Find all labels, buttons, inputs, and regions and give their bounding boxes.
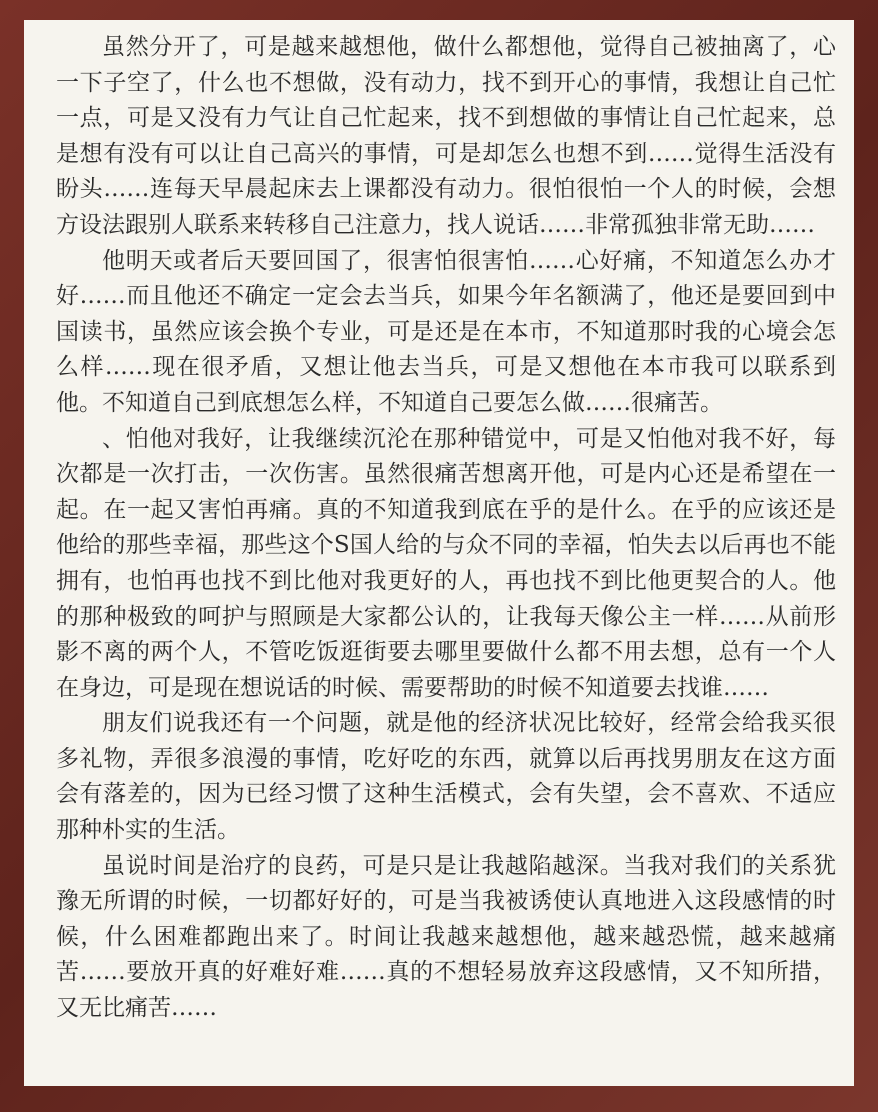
paragraph-5: 虽说时间是治疗的良药，可是只是让我越陷越深。当我对我们的关系犹豫无所谓的时候，一切都好好的，可是当我被诱使认真地进入这段感情的时候，什么困难都跑出来了。时间让我越来越想他，越来越恐慌，越来越痛苦……要放开真的好难好难……真的不想轻易放弃这段感情，又不知所措，又无比痛苦……	[56, 852, 836, 1022]
paragraph-4: 朋友们说我还有一个问题，就是他的经济状况比较好，经常会给我买很多礼物，弄很多浪漫的事情，吃好吃的东西，就算以后再找男朋友在这方面会有落差的，因为已经习惯了这种生活模式，会有失望，会不喜欢、不适应那种朴实的生活。	[56, 710, 836, 844]
paragraph-3: 、怕他对我好，让我继续沉沦在那种错觉中，可是又怕他对我不好，每次都是一次打击，一次伤害。虽然很痛苦想离开他，可是内心还是希望在一起。在一起又害怕再痛。真的不知道我到底在乎的是什么。在乎的应该还是他给的那些幸福，那些这个S国人给的与众不同的幸福，怕失去以后再也不能拥有，也怕再也找不到比他对我更好的人，再也找不到比他更契合的人。他的那种极致的呵护与照顾是大家都公认的，让我每天像公主一样……从前形影不离的两个人，不管吃饭逛街要去哪里要做什么都不用去想，总有一个人在身边，可是现在想说话的时候、需要帮助的时候不知道要去找谁……	[56, 425, 836, 701]
page-text	[56, 30, 836, 1027]
paragraph-1: 虽然分开了，可是越来越想他，做什么都想他，觉得自己被抽离了，心一下子空了，什么也不想做，没有动力，找不到开心的事情，我想让自己忙一点，可是又没有力气让自己忙起来，找不到想做的事情让自己忙起来，总是想有没有可以让自己高兴的事情，可是却怎么也想不到……觉得生活没有盼头……连每天早晨起床去上课都没有动力。很怕很怕一个人的时候，会想方设法跟别人联系来转移自己注意力，找人说话……非常孤独非常无助……	[56, 34, 836, 238]
paragraph-2: 他明天或者后天要回国了，很害怕很害怕……心好痛，不知道怎么办才好……而且他还不确定一定会去当兵，如果今年名额满了，他还是要回到中国读书，虽然应该会换个专业，可是还是在本市，不知道那时我的心境会怎么样……现在很矛盾，又想让他去当兵，可是又想他在本市我可以联系到他。不知道自己到底想怎么样，不知道自己要怎么做……很痛苦。	[56, 247, 836, 416]
book-page	[24, 20, 854, 1086]
